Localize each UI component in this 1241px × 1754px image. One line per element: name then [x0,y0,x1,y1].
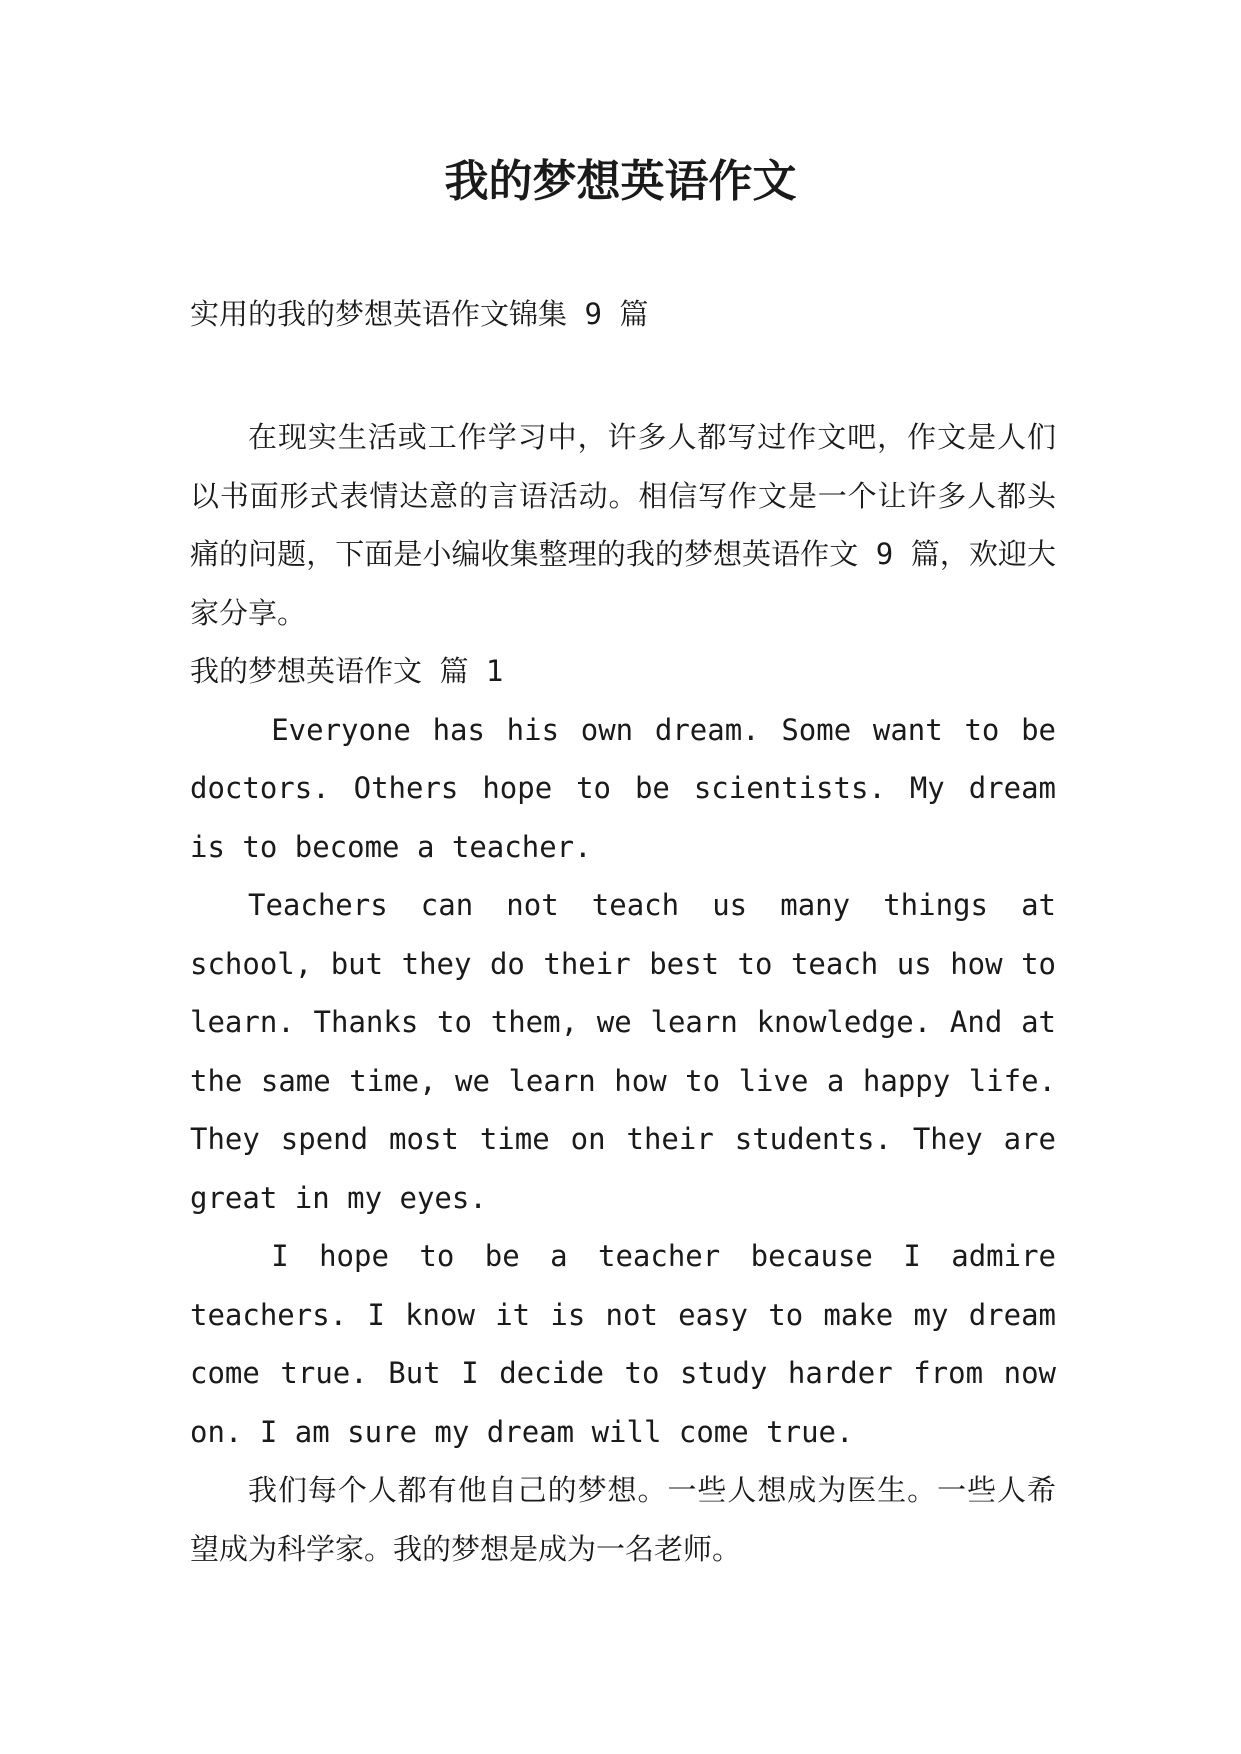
paragraph-1: Everyone has his own dream. Some want to be doctors. Others hope to be scientists. My dream is to become a teacher. [190,712,1056,864]
paragraph-4: 我们每个人都有他自己的梦想。一些人想成为医生。一些人希望成为科学家。我的梦想是成为一名老师。 [190,1473,1056,1566]
intro-paragraph: 在现实生活或工作学习中，许多人都写过作文吧，作文是人们以书面形式表情达意的言语活动。相信写作文是一个让许多人都头痛的问题，下面是小编收集整理的我的梦想英语作文 9 篇，欢迎大家分享。 [190,420,1056,630]
paragraph-3: I hope to be a teacher because I admire teachers. I know it is not easy to make my dream come true. But I decide to study harder from now on. I am sure my dream will come true. [190,1239,1056,1449]
section-heading: 我的梦想英语作文 篇 1 [190,654,504,688]
paragraph-2: Teachers can not teach us many things at school, but they do their best to teach us how to learn. Thanks to them, we learn knowledge. And at the same time, we learn how to live a happy life. They spend most time on their students. They are great in my eyes. [190,888,1056,1215]
document-title: 我的梦想英语作文 [444,156,797,207]
document-body [190,408,1056,1578]
document-subtitle: 实用的我的梦想英语作文锦集 9 篇 [190,297,649,331]
